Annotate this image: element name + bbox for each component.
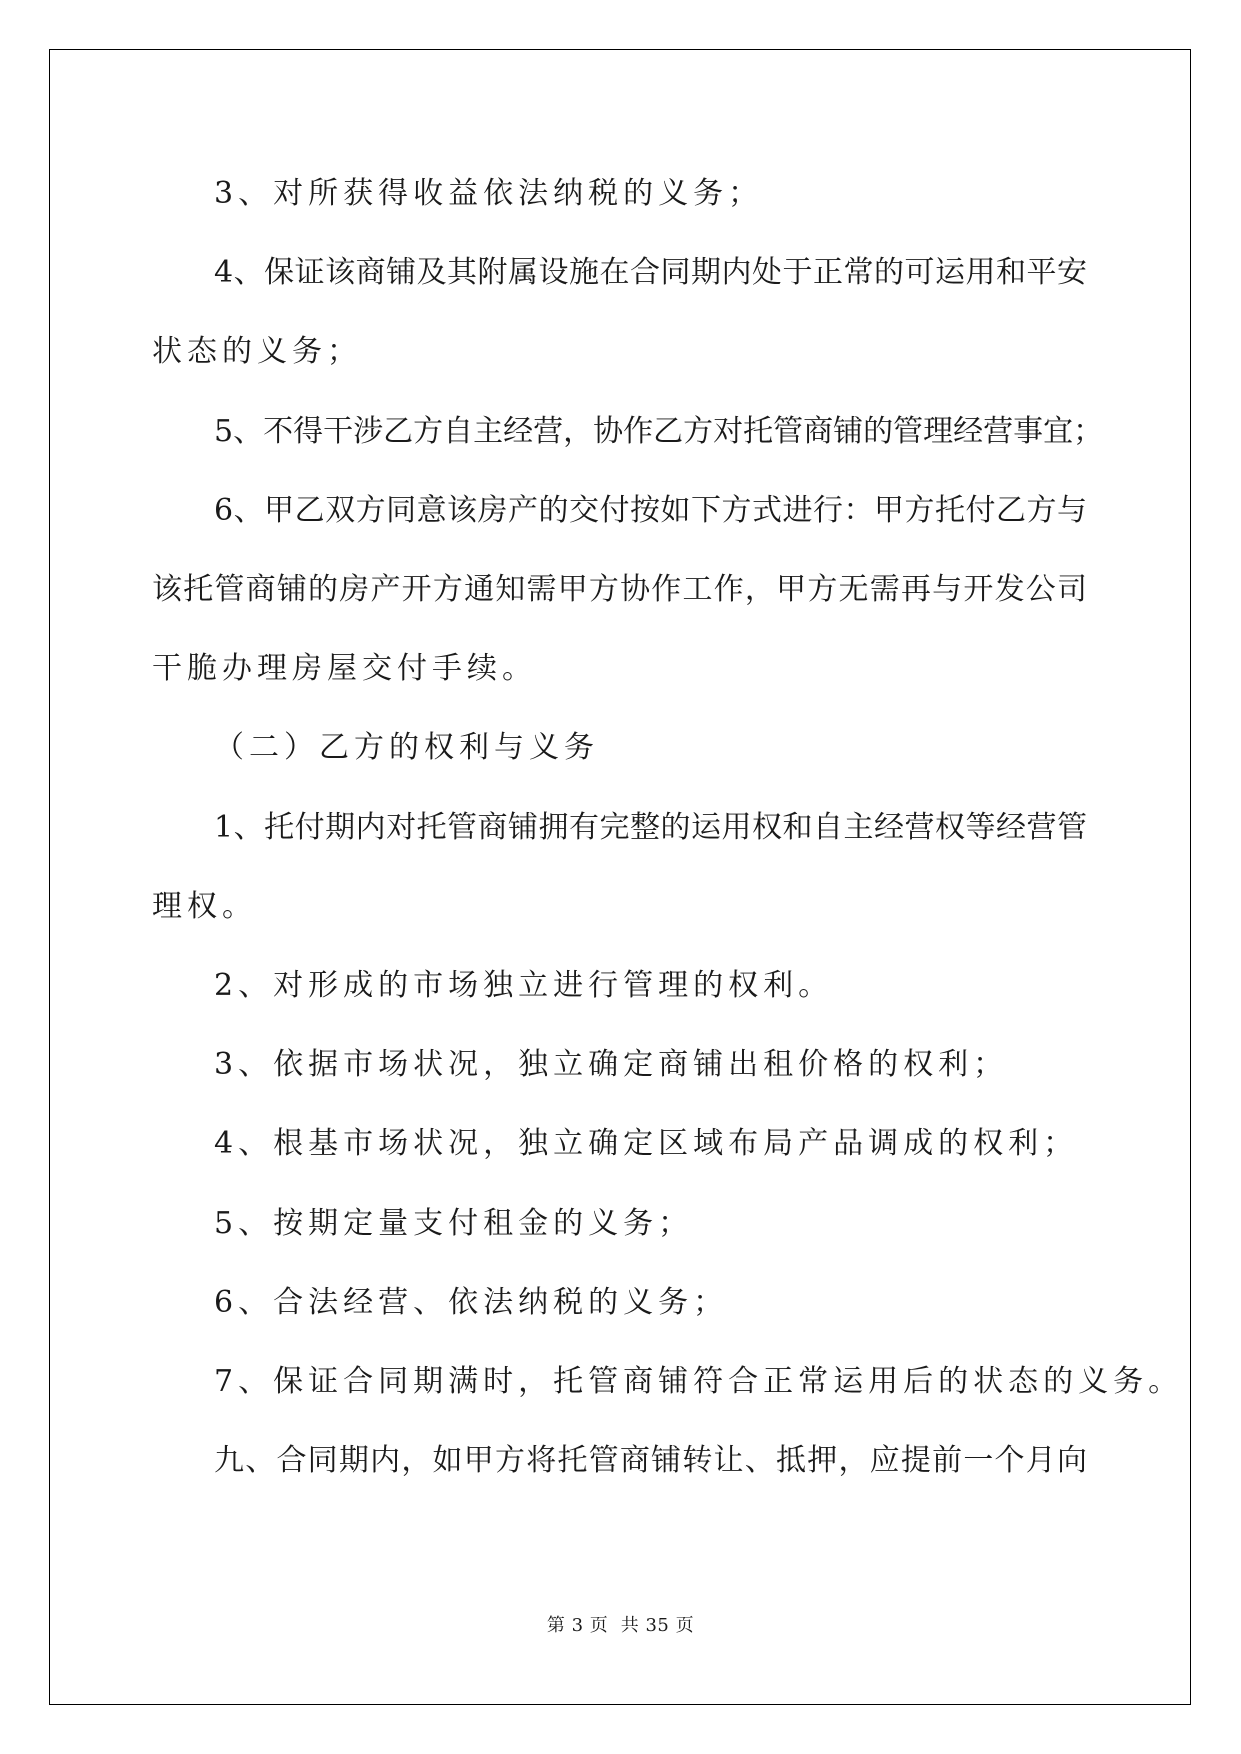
paragraph-line: 6、合法经营、依法纳税的义务； xyxy=(214,1285,729,1320)
section-heading: （二）乙方的权利与义务 xyxy=(214,730,599,765)
paragraph-line: 2、对形成的市场独立进行管理的权利。 xyxy=(214,968,834,1003)
page-number-footer: 第 3 页 共 35 页 xyxy=(546,1615,695,1636)
paragraph-line: 理权。 xyxy=(152,889,257,924)
paragraph-line: 九、合同期内，如甲方将托管商铺转让、抵押，应提前一个月向 xyxy=(214,1443,1087,1478)
paragraph-line: 3、对所获得收益依法纳税的义务； xyxy=(214,176,764,211)
paragraph-line: 5、按期定量支付租金的义务； xyxy=(214,1206,694,1241)
paragraph-line: 3、依据市场状况，独立确定商铺出租价格的权利； xyxy=(214,1047,1009,1082)
paragraph-line: 干脆办理房屋交付手续。 xyxy=(152,651,537,686)
paragraph-line: 状态的义务； xyxy=(152,334,362,369)
paragraph-line: 5、不得干涉乙方自主经营，协作乙方对托管商铺的管理经营事宜； xyxy=(214,414,1104,449)
paragraph-line: 7、保证合同期满时，托管商铺符合正常运用后的状态的义务。 xyxy=(214,1364,1184,1399)
paragraph-line: 4、根基市场状况，独立确定区域布局产品调成的权利； xyxy=(214,1126,1079,1161)
paragraph-line: 4、保证该商铺及其附属设施在合同期内处于正常的可运用和平安 xyxy=(214,255,1087,290)
paragraph-line: 1、托付期内对托管商铺拥有完整的运用权和自主经营权等经营管 xyxy=(214,810,1087,845)
paragraph-line: 该托管商铺的房产开方通知需甲方协作工作，甲方无需再与开发公司 xyxy=(152,572,1087,607)
paragraph-line: 6、甲乙双方同意该房产的交付按如下方式进行：甲方托付乙方与 xyxy=(214,493,1087,528)
